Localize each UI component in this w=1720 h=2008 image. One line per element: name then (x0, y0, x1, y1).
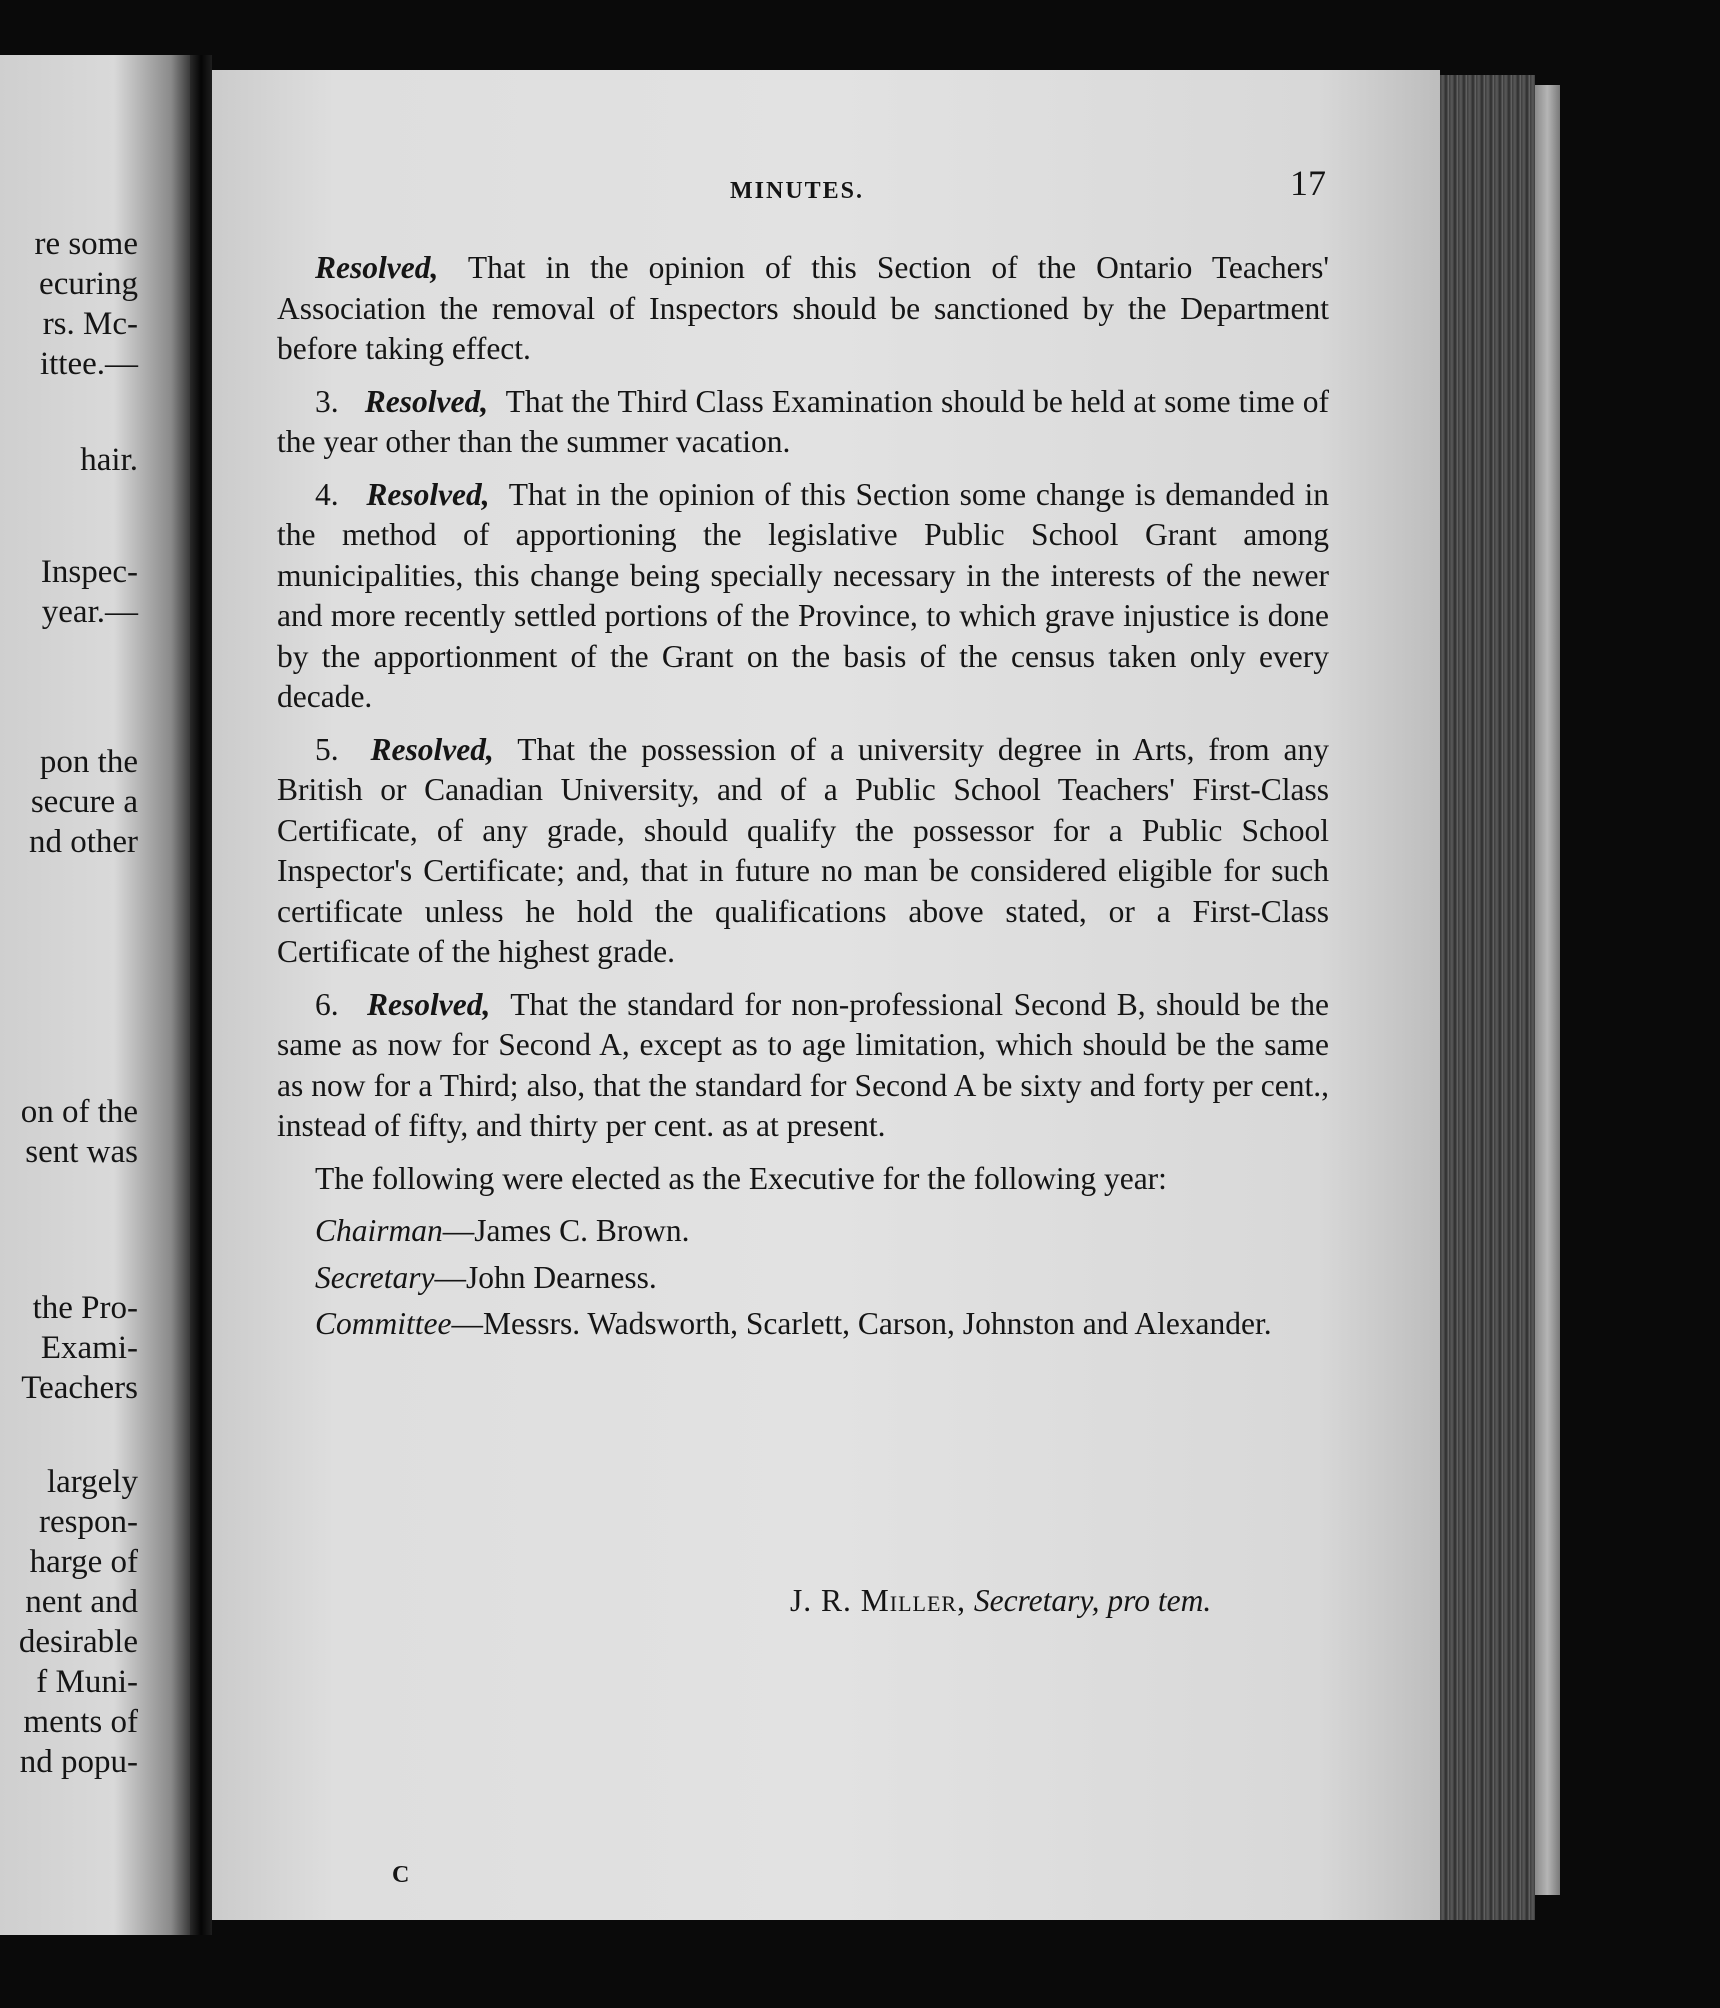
left-page-line: ittee.— (39, 346, 138, 382)
resolution-number: 4. (315, 476, 339, 512)
resolution-paragraph (277, 730, 1329, 973)
resolved-label: Resolved, (366, 476, 490, 512)
secretary-line (277, 1258, 1329, 1299)
left-page-line: re some (34, 226, 138, 262)
left-page-line: Teachers (21, 1370, 138, 1406)
left-page-line: secure a (30, 784, 138, 820)
committee-names: —Messrs. Wadsworth, Scarlett, Carson, Johnston and Alexander. (451, 1306, 1272, 1341)
left-page-line: nd popu- (19, 1744, 138, 1780)
left-page-line: on of the (20, 1094, 138, 1130)
left-page-line: harge of (29, 1544, 138, 1580)
signature-name: J. R. Miller, (790, 1583, 966, 1618)
left-page-line: rs. Mc- (42, 306, 138, 342)
resolution-text: That in the opinion of this Section some change is demanded in the method of apportioning the legislative Public School Grant among municipalities, this change being specially necessary in the interests of the newer and more recently settled portions of the Province, to which grave injustice is done by the apportionment of the Grant on the basis of the census taken only every decade. (277, 476, 1330, 714)
left-page-line: pon the (39, 744, 138, 780)
left-page-line: largely (46, 1464, 138, 1500)
resolved-label: Resolved, (315, 250, 439, 285)
minutes-body (277, 248, 1329, 1351)
chairman-name: —James C. Brown. (442, 1213, 690, 1248)
resolution-paragraph (277, 382, 1329, 463)
left-page-line: year.— (41, 594, 138, 630)
book-gutter (190, 55, 212, 1935)
left-page-line: Exami- (40, 1330, 138, 1366)
secretary-role: Secretary (315, 1259, 435, 1295)
left-page-line: nd other (28, 824, 138, 860)
resolution-text: That the possession of a university degree in Arts, from any British or Canadian University, and of a Public School Teachers' First-Class Certificate, of any grade, should qualify the possessor for a Public School Inspector's Certificate; and, that in future no man be considered eligible for such certificate unless he hold the qualifications above stated, or a First-Class Certificate of the highest grade. (277, 731, 1329, 969)
resolution-paragraph (277, 985, 1329, 1147)
left-page-line: desirable (18, 1624, 138, 1660)
resolution-text: That in the opinion of this Section of the Ontario Teachers' Association the removal of Inspectors should be sanctioned by the Department before taking effect. (277, 250, 1329, 366)
left-page-line: f Muni- (36, 1664, 138, 1700)
resolution-text: That the Third Class Examination should be held at some time of the year other than the summer vacation. (277, 383, 1330, 459)
left-page-line: ecuring (39, 266, 138, 302)
signature (790, 1583, 1211, 1619)
resolution-number: 3. (315, 383, 339, 419)
left-page-line: sent was (25, 1134, 138, 1170)
page-number: 17 (1290, 163, 1326, 203)
running-head: MINUTES. (730, 178, 865, 204)
signature-title: Secretary, pro tem. (973, 1583, 1212, 1618)
committee-role: Committee (315, 1306, 452, 1341)
book-cover-edge (1535, 85, 1560, 1895)
left-page-line: respon- (39, 1504, 138, 1540)
resolved-label: Resolved, (370, 731, 494, 767)
resolution-paragraph (277, 248, 1329, 370)
resolution-number: 6. (315, 986, 339, 1022)
resolution-text: That the standard for non-professional Second B, should be the same as now for Second A, except as to age limitation, which should be the same as now for a Third; also, that the standard for Second A be sixty and forty per cent., instead of fifty, and thirty per cent. as at present. (277, 986, 1330, 1143)
chairman-role: Chairman (315, 1213, 443, 1248)
signature-mark: C (392, 1862, 410, 1888)
resolution-paragraph (277, 475, 1329, 718)
left-page-line: nent and (25, 1584, 138, 1620)
chairman-line (277, 1211, 1329, 1252)
resolved-label: Resolved, (364, 383, 489, 419)
left-page-line: ments of (23, 1704, 138, 1740)
left-page-line: the Pro- (32, 1290, 138, 1326)
left-page-line: Inspec- (40, 554, 138, 590)
executive-intro: The following were elected as the Executive for the following year: (315, 1160, 1167, 1196)
resolution-number: 5. (315, 731, 339, 767)
left-page-line: hair. (80, 442, 138, 478)
secretary-name: —John Dearness. (434, 1259, 657, 1295)
page-edges (1440, 75, 1535, 1920)
committee-line (277, 1304, 1329, 1345)
resolved-label: Resolved, (367, 986, 491, 1022)
previous-page-fragment (0, 55, 190, 1935)
